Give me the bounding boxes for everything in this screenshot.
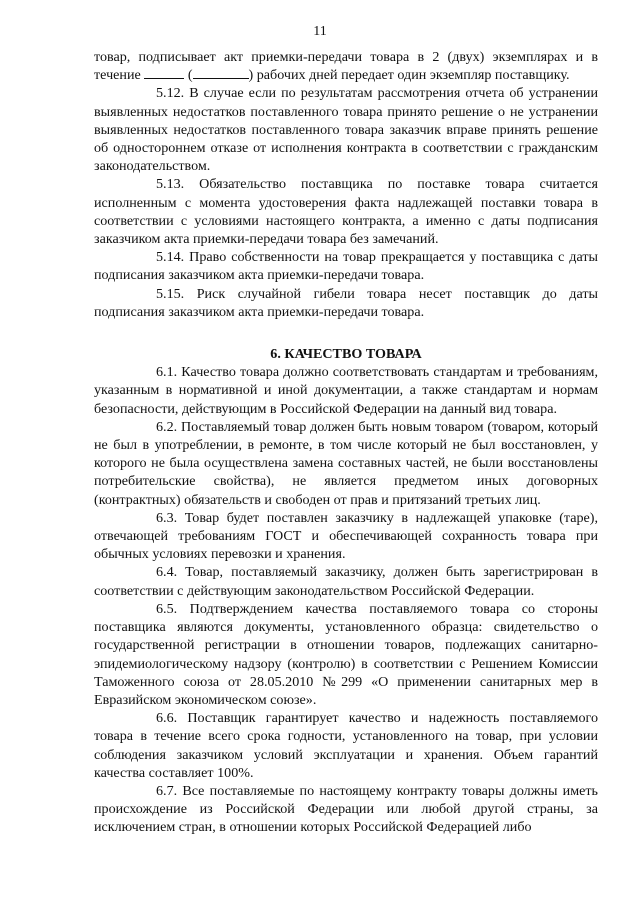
paragraph-5-12: 5.12. В случае если по результатам рассмотрения отчета об устранении выявленных недостатков поставленного товара принято решение о не устранении выявленных недостатков поставленного товара заказчик вправе принять решение об одностороннем отказе от исполнения контракта в соответствии с гражданским законодательством. (94, 85, 598, 175)
blank-field-days-words (193, 66, 249, 79)
page-number: 11 (313, 24, 327, 39)
paragraph-6-5: 6.5. Подтверждением качества поставляемого товара со стороны поставщика являются документы, установленного образца: свидетельство о государственной регистрации в отношении товаров, подлежащих санитарно-эпидемиологическому надзору (контролю) в соответствии с Решением Комиссии Таможенного союза от 28.05.2010 №299 «О применении санитарных мер в Евразийском экономическом союзе». (94, 600, 598, 708)
paragraph-text: ( (187, 67, 193, 84)
paragraph-6-3: 6.3. Товар будет поставлен заказчику в надлежащей упаковке (таре), отвечающей требованиям ГОСТ и обеспечивающей сохранность товара при обычных условиях перевозки и хранения. (94, 509, 598, 563)
paragraph-6-4: 6.4. Товар, поставляемый заказчику, должен быть зарегистрирован в соответствии с действующим законодательством Российской Федерации. (94, 564, 598, 599)
document-body (94, 48, 598, 837)
paragraph-5-13: 5.13. Обязательство поставщика по поставке товара считается исполненным с момента удостоверения факта надлежащей поставки товара в соответствии с условиями настоящего контракта, а именно с даты подписания заказчиком акта приемки-передачи товара без замечаний. (94, 176, 598, 248)
paragraph-6-7: 6.7. Все поставляемые по настоящему контракту товары должны иметь происхождение из Российской Федерации или любой другой страны, за исключением стран, в отношении которых Российской Федерацией либо (94, 782, 598, 836)
section-6-heading: 6. КАЧЕСТВО ТОВАРА (270, 346, 422, 363)
paragraph-text: товар, подписывает акт приемки-передачи товара в 2 (двух) экземплярах и в течение (94, 49, 598, 84)
paragraph-6-6: 6.6. Поставщик гарантирует качество и надежность поставляемого товара в течение всего срока годности, установленного на товар, при условии соблюдения заказчиком условий эксплуатации и хранения. Объем гарантий качества составляет 100%. (94, 710, 598, 781)
paragraph-5-15: 5.15. Риск случайной гибели товара несет поставщик до даты подписания заказчиком акта приемки-передачи товара. (94, 285, 598, 320)
paragraph-5-14: 5.14. Право собственности на товар прекращается у поставщика с даты подписания заказчиком акта приемки-передачи товара. (94, 249, 598, 284)
paragraph-6-1: 6.1. Качество товара должно соответствовать стандартам и требованиям, указанным в нормативной и иной документации, а также стандартам и нормам безопасности, действующим в Российской Федерации на данный вид товара. (94, 364, 598, 417)
paragraph-text: ) рабочих дней передает один экземпляр поставщику. (248, 67, 570, 84)
paragraph-5-11-continuation (94, 48, 598, 84)
paragraph-6-2: 6.2. Поставляемый товар должен быть новым товаром (товаром, который не был в употреблении, в ремонте, в том числе который не был восстановлен, у которого не была осуществлена замена составных частей, не были восстановлены потребительские свойства), не является предметом иных договорных (контрактных) обязательств и свободен от прав и притязаний третьих лиц. (94, 418, 598, 508)
blank-field-days (144, 66, 184, 79)
